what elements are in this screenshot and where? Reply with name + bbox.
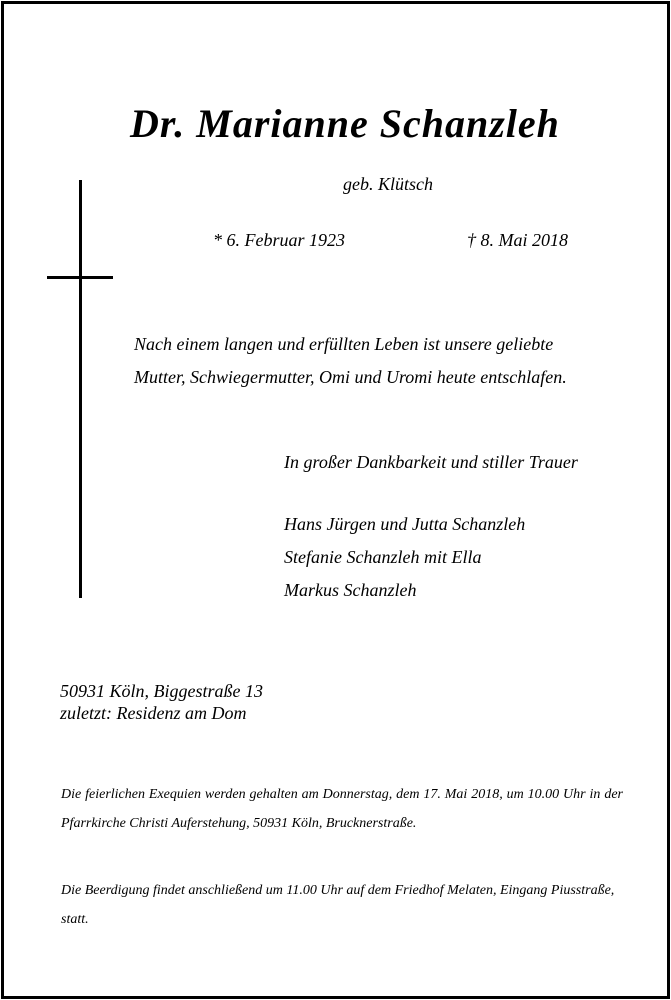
birth-date: * 6. Februar 1923 — [213, 230, 345, 250]
farewell-message — [134, 328, 654, 394]
thanks-line: In großer Dankbarkeit und stiller Trauer — [284, 452, 578, 472]
burial-text: Die Beerdigung findet anschließend um 11.00 Uhr auf dem Friedhof Melaten, Eingang Piusstraße, statt. — [61, 883, 615, 927]
mourner-name: Markus Schanzleh — [284, 580, 417, 600]
deceased-name: Dr. Marianne Schanzleh — [130, 101, 560, 146]
cross-horizontal-bar — [47, 276, 113, 279]
mourners-list — [284, 508, 525, 607]
farewell-line: Nach einem langen und erfüllten Leben ist unsere geliebte — [134, 334, 554, 354]
notice-border — [1, 1, 670, 999]
address-line: 50931 Köln, Biggestraße 13 — [60, 681, 263, 701]
address-block — [60, 680, 263, 724]
address-line: zuletzt: Residenz am Dom — [60, 703, 247, 723]
death-date: † 8. Mai 2018 — [467, 230, 568, 250]
farewell-line: Mutter, Schwiegermutter, Omi und Uromi heute entschlafen. — [134, 367, 567, 387]
mourner-name: Stefanie Schanzleh mit Ella — [284, 547, 482, 567]
birth-name: geb. Klütsch — [343, 174, 433, 194]
funeral-service-text: Die feierlichen Exequien werden gehalten am Donnerstag, dem 17. Mai 2018, um 10.00 Uhr in der Pfarrkirche Christi Auferstehung, 50931 Köln, Brucknerstraße. — [61, 787, 623, 831]
mourner-name: Hans Jürgen und Jutta Schanzleh — [284, 514, 526, 534]
cross-vertical-bar — [79, 180, 82, 598]
